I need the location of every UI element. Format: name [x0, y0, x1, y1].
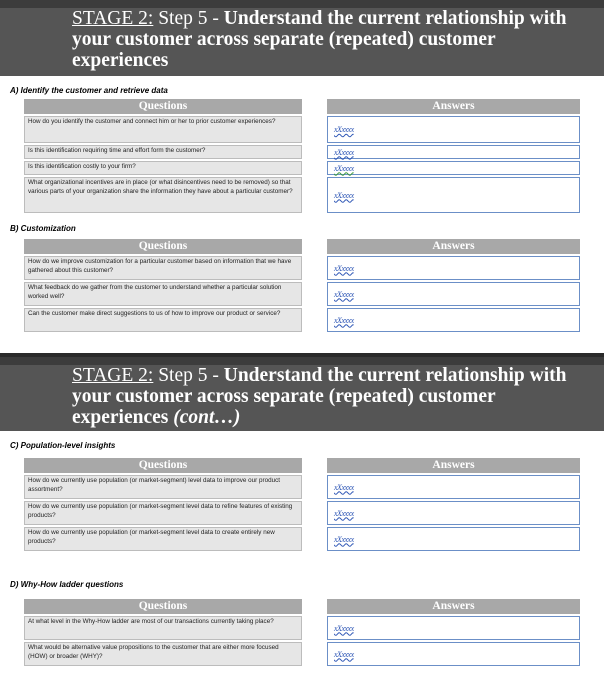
answer-text: xXxxxx	[334, 263, 354, 273]
question-cell: At what level in the Why-How ladder are most of our transactions currently taking place?	[24, 616, 302, 640]
section-label-d: D) Why-How ladder questions	[10, 580, 124, 589]
step-label: Step 5 -	[153, 8, 224, 29]
answer-text: xXxxxx	[334, 163, 354, 173]
question-cell: What would be alternative value propositions to the customer that are either more focused (HOW) or broader (WHY)?	[24, 642, 302, 666]
qa-header	[24, 239, 580, 254]
answer-text: xXxxxx	[334, 125, 354, 134]
question-cell: Can the customer make direct suggestions to us of how to improve our product or service?	[24, 308, 302, 332]
qa-table-d	[24, 599, 580, 666]
table-row	[24, 501, 580, 525]
answer-cell[interactable]	[327, 616, 580, 640]
section-label-b: B) Customization	[10, 224, 76, 233]
answers-header: Answers	[327, 458, 580, 473]
table-row	[24, 116, 580, 143]
table-row	[24, 642, 580, 666]
table-row	[24, 527, 580, 551]
answer-cell[interactable]	[327, 475, 580, 499]
question-cell: How do we improve customization for a particular customer based on information that we have gathered about this customer?	[24, 256, 302, 280]
answer-cell[interactable]	[327, 282, 580, 306]
title-band	[0, 0, 604, 76]
question-cell: What feedback do we gather from the customer to understand whether a particular solution worked well?	[24, 282, 302, 306]
title-continued: (cont…)	[173, 407, 241, 428]
title-text: Understand the current relationship with your customer across separate (repeated) customer experiences	[72, 365, 567, 428]
answer-cell[interactable]	[327, 527, 580, 551]
question-cell: How do we currently use population (or market-segment level data to refine features of existing products?	[24, 501, 302, 525]
slide-2	[0, 357, 604, 700]
qa-header	[24, 458, 580, 473]
questions-header: Questions	[24, 458, 302, 473]
stage-label: STAGE 2:	[72, 365, 154, 386]
table-row	[24, 308, 580, 332]
title-text: Understand the current relationship with your customer across separate (repeated) customer experiences	[72, 8, 567, 71]
table-row	[24, 256, 580, 280]
qa-header	[24, 599, 580, 614]
answer-text: xXxxxx	[334, 534, 354, 544]
table-row	[24, 161, 580, 175]
table-row	[24, 616, 580, 640]
table-row	[24, 177, 580, 213]
answer-text: xXxxxx	[334, 649, 354, 659]
question-cell: Is this identification requiring time and effort form the customer?	[24, 145, 302, 159]
answers-header: Answers	[327, 599, 580, 614]
answer-cell[interactable]	[327, 116, 580, 143]
qa-table-c	[24, 458, 580, 551]
stage-label: STAGE 2:	[72, 8, 154, 29]
table-row	[24, 475, 580, 499]
section-label-c: C) Population-level insights	[10, 441, 116, 450]
question-cell: Is this identification costly to your firm?	[24, 161, 302, 175]
answer-text: xXxxxx	[334, 315, 354, 325]
answer-cell[interactable]	[327, 256, 580, 280]
questions-header: Questions	[24, 599, 302, 614]
answers-header: Answers	[327, 239, 580, 254]
answer-cell[interactable]	[327, 177, 580, 213]
title-band	[0, 357, 604, 431]
answers-header: Answers	[327, 99, 580, 114]
answer-text: xXxxxx	[334, 482, 354, 492]
answer-text: xXxxxx	[334, 190, 354, 200]
questions-header: Questions	[24, 239, 302, 254]
question-cell: How do you identify the customer and connect him or her to prior customer experiences?	[24, 116, 302, 143]
answer-cell[interactable]	[327, 642, 580, 666]
answer-cell[interactable]	[327, 308, 580, 332]
questions-header: Questions	[24, 99, 302, 114]
slide-title	[72, 8, 592, 71]
qa-table-a	[24, 99, 580, 213]
question-cell: How do we currently use population (or market-segment) level data to improve our product assortment?	[24, 475, 302, 499]
qa-header	[24, 99, 580, 114]
question-cell: How do we currently use population (or market-segment level data to create entirely new products?	[24, 527, 302, 551]
answer-cell[interactable]	[327, 145, 580, 159]
answer-text: xXxxxx	[334, 508, 354, 518]
qa-table-b	[24, 239, 580, 332]
step-label: Step 5 -	[153, 365, 224, 386]
section-label-a: A) Identify the customer and retrieve data	[10, 86, 168, 95]
answer-cell[interactable]	[327, 161, 580, 175]
table-row	[24, 282, 580, 306]
answer-text: xXxxxx	[334, 623, 354, 633]
answer-text: xXxxxx	[334, 289, 354, 299]
answer-text: xXxxxx	[334, 147, 354, 157]
table-row	[24, 145, 580, 159]
answer-cell[interactable]	[327, 501, 580, 525]
slide-title	[72, 365, 592, 428]
question-cell: What organizational incentives are in place (or what disincentives need to be removed) so that various parts of your organization share the information they have about a particular customer?	[24, 177, 302, 213]
